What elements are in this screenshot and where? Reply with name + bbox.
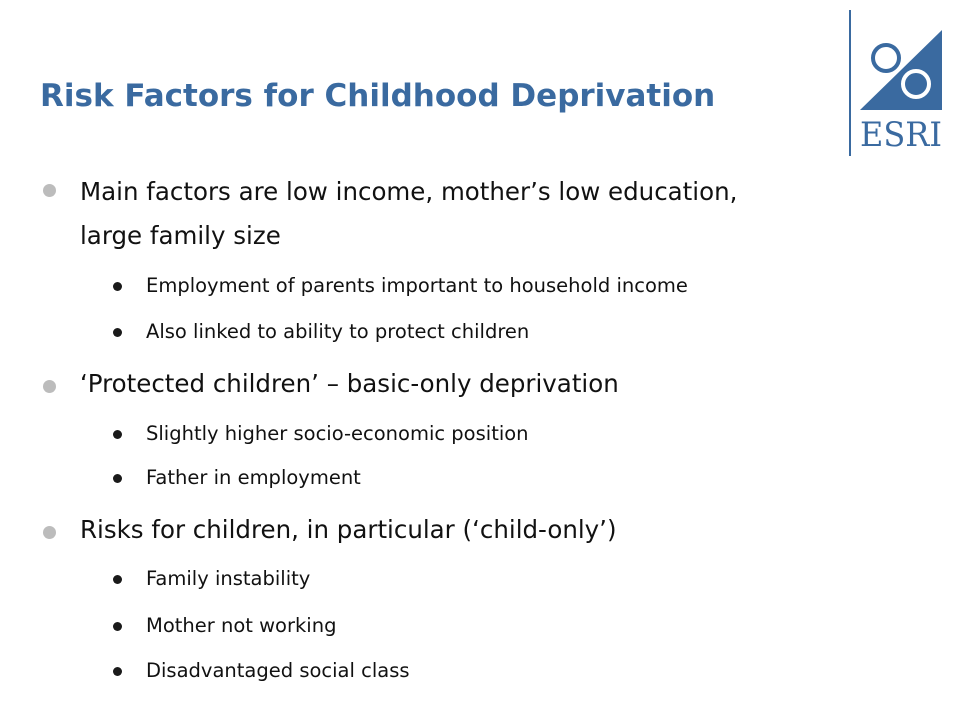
sub-bullet-dot xyxy=(113,667,122,676)
sub-bullet-disadvantaged-class: Disadvantaged social class xyxy=(146,659,410,682)
sub-bullet-socio-economic: Slightly higher socio-economic position xyxy=(146,422,529,445)
sub-bullet-dot xyxy=(113,430,122,439)
sub-bullet-employment: Employment of parents important to household income xyxy=(146,274,688,297)
sub-bullet-father: Father in employment xyxy=(146,466,361,489)
esri-logo-text: ESRI xyxy=(860,115,942,155)
bullet-dot xyxy=(43,184,56,197)
bullet-protected-children: ‘Protected children’ – basic-only deprivation xyxy=(80,369,619,398)
bullet-dot xyxy=(43,526,56,539)
bullet-dot xyxy=(43,380,56,393)
bullet-main-factors-line-1: Main factors are low income, mother’s low education, xyxy=(80,177,738,206)
sub-bullet-dot xyxy=(113,575,122,584)
sub-bullet-family-instability: Family instability xyxy=(146,567,311,590)
sub-bullet-dot xyxy=(113,622,122,631)
bullet-risks-for-children: Risks for children, in particular (‘child-only’) xyxy=(80,515,617,544)
sub-bullet-dot xyxy=(113,328,122,337)
sub-bullet-dot xyxy=(113,474,122,483)
sub-bullet-protect: Also linked to ability to protect children xyxy=(146,320,530,343)
bullet-main-factors-line-2: large family size xyxy=(80,221,281,250)
sub-bullet-dot xyxy=(113,282,122,291)
slide-title: Risk Factors for Childhood Deprivation xyxy=(40,78,716,114)
sub-bullet-mother-not-working: Mother not working xyxy=(146,614,337,637)
